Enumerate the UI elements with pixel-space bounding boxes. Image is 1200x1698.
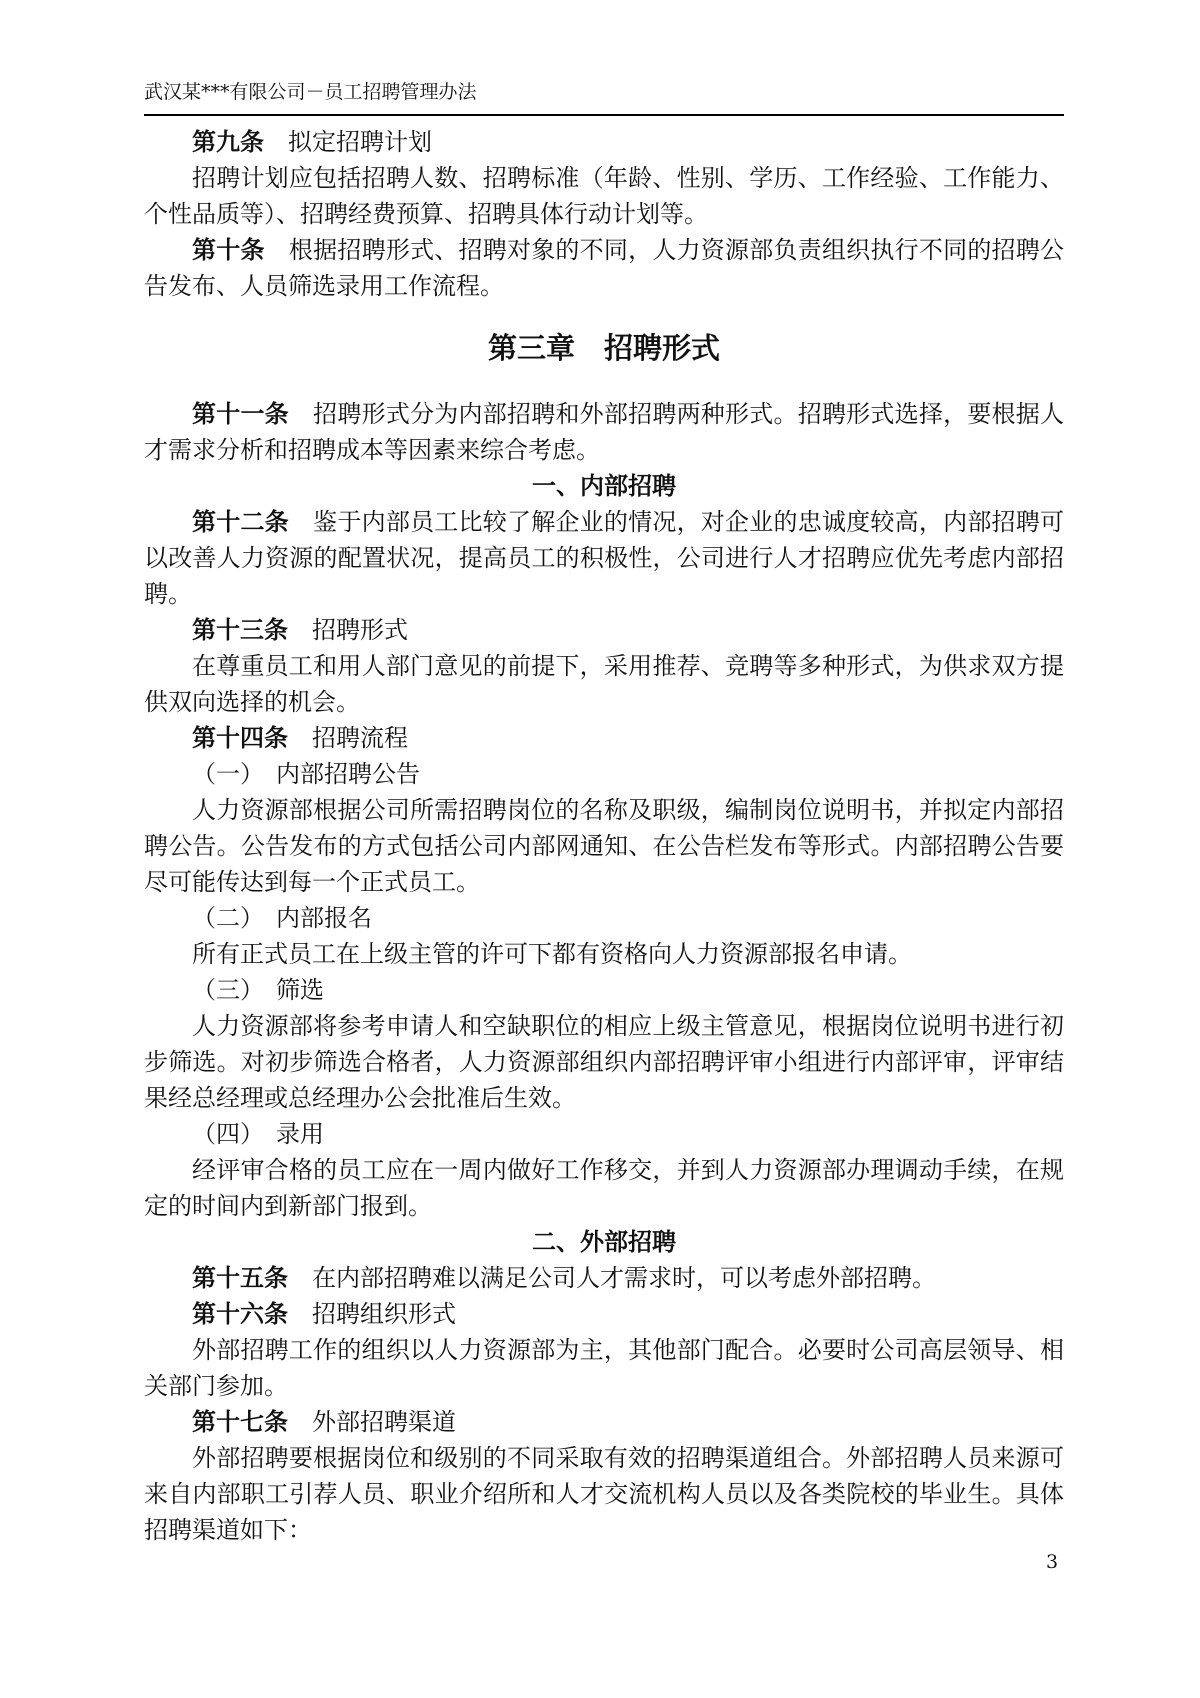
chapter-heading: 第三章 招聘形式 [487,331,720,365]
article-gap [288,1408,312,1436]
paragraph-text: 在内部招聘难以满足公司人才需求时，可以考虑外部招聘。 [312,1264,936,1292]
article-number: 第十四条 [192,723,288,752]
body-paragraph [144,1440,1064,1548]
article-paragraph [144,720,1064,756]
section-heading: 二、外部招聘 [532,1227,676,1256]
article-gap [288,616,312,644]
paragraph-text: 所有正式员工在上级主管的许可下都有资格向人力资源部报名申请。 [192,940,912,968]
paragraph-text: 人力资源部将参考申请人和空缺职位的相应上级主管意见，根据岗位说明书进行初步筛选。对初步筛选合格者，人力资源部组织内部招聘评审小组进行内部评审，评审结果经总经理或总经理办公会批准后生效。 [144,1012,1064,1112]
page-number: 3 [1046,1551,1059,1573]
paragraph-text: 招聘形式分为内部招聘和外部招聘两种形式。招聘形式选择，要根据人才需求分析和招聘成本等因素来综合考虑。 [144,400,1065,464]
paragraph-text: 拟定招聘计划 [288,128,432,156]
paragraph-text: 外部招聘渠道 [312,1408,456,1436]
body-paragraph [144,160,1064,232]
body-paragraph [144,1116,1064,1152]
paragraph-text: 外部招聘工作的组织以人力资源部为主，其他部门配合。必要时公司高层领导、相关部门参加。 [144,1336,1064,1400]
paragraph-text: （一） 内部招聘公告 [192,760,420,788]
article-number: 第九条 [192,127,264,156]
article-number: 第十七条 [192,1407,288,1436]
article-number: 第十一条 [192,399,289,428]
paragraph-text: 招聘组织形式 [312,1300,456,1328]
body-paragraph [144,648,1064,720]
article-paragraph [144,1260,1064,1296]
article-paragraph [144,1296,1064,1332]
article-paragraph [144,124,1064,160]
section-heading: 一、内部招聘 [532,471,676,500]
article-number: 第十条 [192,235,265,264]
article-paragraph [144,396,1064,468]
article-number: 第十五条 [192,1263,288,1292]
article-gap [264,128,288,156]
paragraph-text: 外部招聘要根据岗位和级别的不同采取有效的招聘渠道组合。外部招聘人员来源可来自内部职工引荐人员、职业介绍所和人才交流机构人员以及各类院校的毕业生。具体招聘渠道如下： [144,1444,1064,1544]
paragraph-text: 鉴于内部员工比较了解企业的情况，对企业的忠诚度较高，内部招聘可以改善人力资源的配置状况，提高员工的积极性，公司进行人才招聘应优先考虑内部招聘。 [144,508,1065,608]
body-paragraph [144,972,1064,1008]
body-paragraph [144,1152,1064,1224]
article-number: 第十二条 [192,507,289,536]
paragraph-text: 招聘计划应包括招聘人数、招聘标准（年龄、性别、学历、工作经验、工作能力、个性品质等）、招聘经费预算、招聘具体行动计划等。 [144,164,1064,228]
paragraph-text: （三） 筛选 [192,976,324,1004]
body-paragraph [144,756,1064,792]
paragraph-text: （二） 内部报名 [192,904,372,932]
paragraph-text: 招聘流程 [312,724,408,752]
header-title: 武汉某***有限公司－员工招聘管理办法 [144,81,477,103]
article-gap [288,1264,312,1292]
paragraph-text: 根据招聘形式、招聘对象的不同，人力资源部负责组织执行不同的招聘公告发布、人员筛选录用工作流程。 [144,236,1065,300]
article-number: 第十三条 [192,615,288,644]
article-gap [289,400,313,428]
body-paragraph [144,936,1064,972]
paragraph-text: 经评审合格的员工应在一周内做好工作移交，并到人力资源部办理调动手续，在规定的时间内到新部门报到。 [144,1156,1064,1220]
paragraph-text: 招聘形式 [312,616,408,644]
body-paragraph [144,1332,1064,1404]
body-paragraph [144,900,1064,936]
article-paragraph [144,1404,1064,1440]
article-gap [288,1300,312,1328]
article-gap [288,724,312,752]
article-gap [289,508,313,536]
article-number: 第十六条 [192,1299,288,1328]
body-paragraph [144,792,1064,900]
body-paragraph [144,1008,1064,1116]
article-paragraph [144,612,1064,648]
article-gap [265,236,289,264]
article-paragraph [144,504,1064,612]
paragraph-text: （四） 录用 [192,1120,324,1148]
document-body [144,124,1064,1548]
paragraph-text: 在尊重员工和用人部门意见的前提下，采用推荐、竞聘等多种形式，为供求双方提供双向选择的机会。 [144,652,1064,716]
article-paragraph [144,232,1064,304]
page-header [144,78,1064,116]
paragraph-text: 人力资源部根据公司所需招聘岗位的名称及职级，编制岗位说明书，并拟定内部招聘公告。公告发布的方式包括公司内部网通知、在公告栏发布等形式。内部招聘公告要尽可能传达到每一个正式员工。 [144,796,1064,896]
